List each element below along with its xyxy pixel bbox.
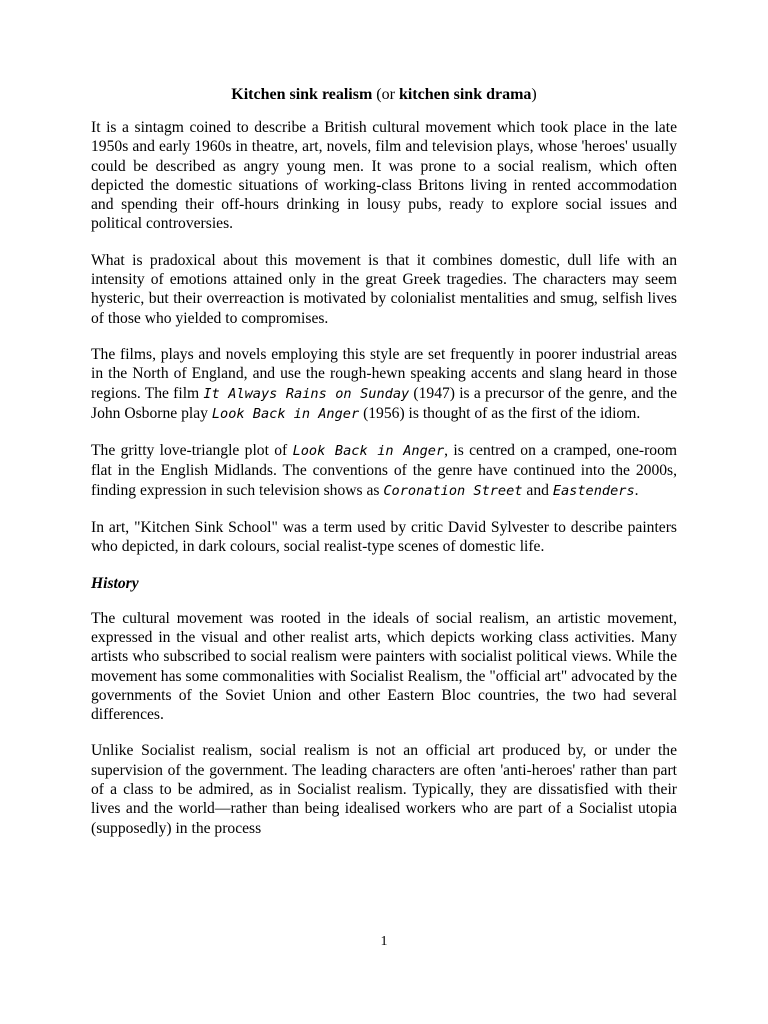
paragraph-4-text-2: , is centred on a cramped, one-room flat in the English Midlands. The conventions of the genre have continued into the 2000s, finding expression in such television shows as: [91, 442, 677, 499]
paragraph-2: What is pradoxical about this movement is that it combines domestic, dull life with an intensity of emotions attained only in the great Greek tragedies. The characters may seem hysteric, but their overreaction is motivated by colonialist mentalities and smug, selfish lives of those who yielded to compromises.: [91, 251, 677, 327]
paragraph-6: The cultural movement was rooted in the ideals of social realism, an artistic movement, expressed in the visual and other realist arts, which depicts working class activities. Many artists who subscribed to social realism were painters with socialist political views. While the movement has some commonalities with Socialist Realism, the "official art" advocated by the governments of the Soviet Union and other Eastern Bloc countries, the two had several differences.: [91, 609, 677, 724]
title-close: ): [531, 86, 537, 103]
section-heading-history: History: [91, 574, 139, 592]
page-number: 1: [380, 934, 388, 949]
paragraph-4-text-4: .: [634, 481, 639, 499]
film-title-it-always-rains: It Always Rains on Sunday: [203, 385, 410, 402]
paragraph-3: [91, 345, 677, 424]
title-term-2: kitchen sink drama: [398, 86, 532, 103]
page-content: [91, 85, 677, 855]
paragraph-5: In art, "Kitchen Sink School" was a term used by critic David Sylvester to describe painters who depicted, in dark colours, social realist-type scenes of domestic life.: [91, 519, 677, 556]
paragraph-3-text-1: The films, plays and novels employing this style are set frequently in poorer industrial areas in the North of England, and use the rough-hewn speaking accents and slang heard in those regions. The film: [91, 345, 677, 402]
show-title-eastenders: Eastenders: [552, 482, 635, 499]
paragraph-4: [91, 441, 677, 501]
paragraph-3-text-3: (1956) is thought of as the first of the idiom.: [359, 404, 641, 422]
paragraph-7: Unlike Socialist realism, social realism is not an official art produced by, or under the supervision of the government. The leading characters are often 'anti-heroes' rather than part of a class to be admired, as in Socialist realism. Typically, they are dissatisfied with their lives and the world—rather than being idealised workers who are part of a Socialist utopia (supposedly) in the process: [91, 742, 677, 837]
paragraph-4-text-1: The gritty love-triangle plot of: [91, 442, 293, 460]
paragraph-3-text-2: (1947) is a precursor of the genre, and the John Osborne play: [91, 384, 677, 422]
play-title-look-back-2: Look Back in Anger: [292, 443, 445, 460]
title-connector: (or: [372, 86, 399, 103]
play-title-look-back: Look Back in Anger: [211, 405, 360, 422]
paragraph-1: It is a sintagm coined to describe a British cultural movement which took place in the late 1950s and early 1960s in theatre, art, novels, film and television plays, whose 'heroes' usually could be described as angry young men. It was prone to a social realism, which often depicted the domestic situations of working-class Britons living in rented accommodation and spending their off-hours drinking in lousy pubs, ready to explore social issues and political controversies.: [91, 119, 677, 233]
document-title: [91, 85, 677, 105]
show-title-coronation-street: Coronation Street: [383, 482, 523, 499]
paragraph-4-text-3: and: [522, 481, 553, 499]
title-term-1: Kitchen sink realism: [231, 86, 373, 103]
